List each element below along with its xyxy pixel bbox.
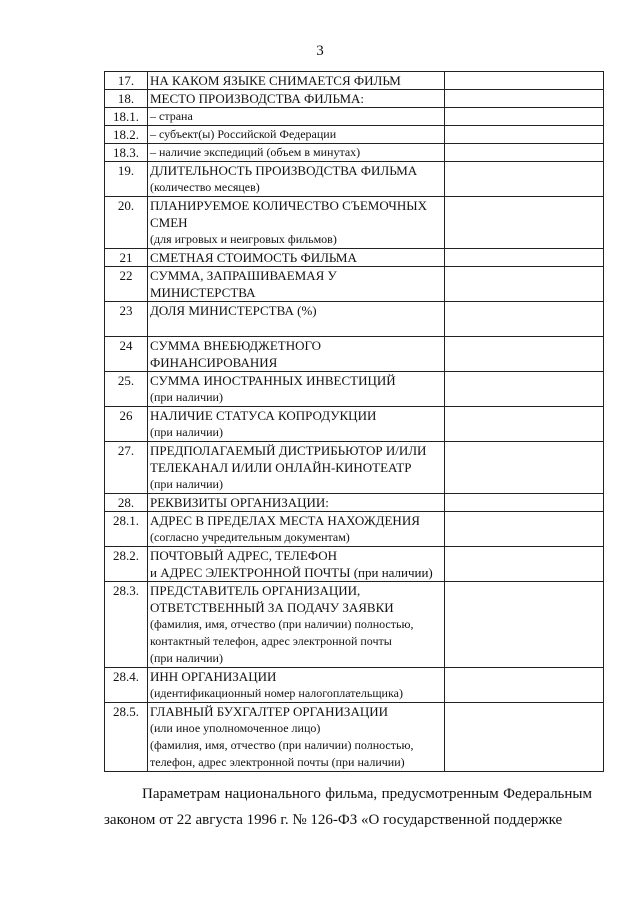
row-label [148, 162, 445, 197]
row-value-field[interactable] [445, 442, 604, 494]
row-label-line: (количество месяцев) [150, 180, 260, 194]
table-row [105, 547, 604, 582]
row-label-line: СМЕТНАЯ СТОИМОСТЬ ФИЛЬМА [150, 250, 357, 265]
row-label-line: (идентификационный номер налогоплательщика) [150, 686, 403, 700]
row-value-field[interactable] [445, 90, 604, 108]
row-value-field[interactable] [445, 668, 604, 703]
row-label-line: (при наличии) [150, 425, 223, 439]
form-table-body [105, 72, 604, 772]
row-number: 24 [105, 337, 148, 372]
row-number: 18.3. [105, 144, 148, 162]
row-label-line: ГЛАВНЫЙ БУХГАЛТЕР ОРГАНИЗАЦИИ [150, 704, 388, 719]
table-row [105, 407, 604, 442]
row-value-field[interactable] [445, 108, 604, 126]
table-row [105, 197, 604, 249]
row-label-line: (при наличии) [150, 651, 223, 665]
row-label-line: ПОЧТОВЫЙ АДРЕС, ТЕЛЕФОН [150, 548, 337, 563]
row-label-line: (фамилия, имя, отчество (при наличии) полностью, [150, 617, 414, 631]
row-label-line: (при наличии) [150, 477, 223, 491]
application-form-table [104, 71, 604, 772]
row-value-field[interactable] [445, 126, 604, 144]
table-row [105, 372, 604, 407]
row-number: 26 [105, 407, 148, 442]
row-value-field[interactable] [445, 703, 604, 772]
row-label-line: ОТВЕТСТВЕННЫЙ ЗА ПОДАЧУ ЗАЯВКИ [150, 600, 394, 615]
table-row [105, 249, 604, 267]
row-label [148, 249, 445, 267]
row-label [148, 407, 445, 442]
row-label-line: НА КАКОМ ЯЗЫКЕ СНИМАЕТСЯ ФИЛЬМ [150, 73, 401, 88]
table-row [105, 126, 604, 144]
row-label-line: – субъект(ы) Российской Федерации [150, 127, 337, 141]
row-label [148, 703, 445, 772]
row-label-line: СМЕН [150, 215, 188, 230]
row-label [148, 72, 445, 90]
row-label [148, 668, 445, 703]
table-row [105, 337, 604, 372]
row-number: 28.3. [105, 582, 148, 668]
row-label-line: контактный телефон, адрес электронной почты [150, 634, 392, 648]
table-row [105, 108, 604, 126]
table-row [105, 72, 604, 90]
table-row [105, 144, 604, 162]
row-label-line: МИНИСТЕРСТВА [150, 285, 256, 300]
row-label [148, 582, 445, 668]
row-label [148, 267, 445, 302]
row-value-field[interactable] [445, 494, 604, 512]
row-number: 28.4. [105, 668, 148, 703]
row-label-line: – наличие экспедиций (объем в минутах) [150, 145, 361, 159]
row-label-line: (фамилия, имя, отчество (при наличии) полностью, [150, 738, 414, 752]
row-value-field[interactable] [445, 162, 604, 197]
row-label [148, 494, 445, 512]
row-value-field[interactable] [445, 144, 604, 162]
row-value-field[interactable] [445, 249, 604, 267]
row-label-line: ДЛИТЕЛЬНОСТЬ ПРОИЗВОДСТВА ФИЛЬМА [150, 163, 418, 178]
page-number: 3 [316, 43, 324, 59]
row-value-field[interactable] [445, 197, 604, 249]
row-value-field[interactable] [445, 267, 604, 302]
row-number: 28. [105, 494, 148, 512]
row-number: 22 [105, 267, 148, 302]
row-label [148, 547, 445, 582]
row-value-field[interactable] [445, 337, 604, 372]
row-label-line: ФИНАНСИРОВАНИЯ [150, 355, 278, 370]
table-row [105, 668, 604, 703]
row-value-field[interactable] [445, 582, 604, 668]
row-number: 28.1. [105, 512, 148, 547]
table-row [105, 512, 604, 547]
row-value-field[interactable] [445, 72, 604, 90]
row-number: 19. [105, 162, 148, 197]
row-label-line: СУММА ВНЕБЮДЖЕТНОГО [150, 338, 322, 353]
row-label-line: телефон, адрес электронной почты (при наличии) [150, 755, 405, 769]
row-label-line: ИНН ОРГАНИЗАЦИИ [150, 669, 277, 684]
row-label [148, 512, 445, 547]
row-label-line: ТЕЛЕКАНАЛ И/ИЛИ ОНЛАЙН-КИНОТЕАТР [150, 460, 412, 475]
row-value-field[interactable] [445, 407, 604, 442]
row-value-field[interactable] [445, 372, 604, 407]
table-row [105, 442, 604, 494]
row-number: 18.2. [105, 126, 148, 144]
row-label-line [150, 319, 442, 336]
row-number: 17. [105, 72, 148, 90]
row-number: 20. [105, 197, 148, 249]
row-number: 21 [105, 249, 148, 267]
row-value-field[interactable] [445, 512, 604, 547]
row-label-line: РЕКВИЗИТЫ ОРГАНИЗАЦИИ: [150, 495, 329, 510]
row-label-line: СУММА ИНОСТРАННЫХ ИНВЕСТИЦИЙ [150, 373, 396, 388]
row-number: 28.5. [105, 703, 148, 772]
row-number: 18.1. [105, 108, 148, 126]
table-row [105, 703, 604, 772]
table-row [105, 494, 604, 512]
row-label [148, 108, 445, 126]
row-label-line: МЕСТО ПРОИЗВОДСТВА ФИЛЬМА: [150, 91, 365, 106]
row-label-line: НАЛИЧИЕ СТАТУСА КОПРОДУКЦИИ [150, 408, 377, 423]
row-label [148, 337, 445, 372]
row-label [148, 197, 445, 249]
row-label-line: (при наличии) [150, 390, 223, 404]
row-number: 27. [105, 442, 148, 494]
table-row [105, 582, 604, 668]
row-label-line: АДРЕС В ПРЕДЕЛАХ МЕСТА НАХОЖДЕНИЯ [150, 513, 420, 528]
row-label-line: (для игровых и неигровых фильмов) [150, 232, 337, 246]
row-label [148, 126, 445, 144]
table-row [105, 162, 604, 197]
row-label-line: ПРЕДСТАВИТЕЛЬ ОРГАНИЗАЦИИ, [150, 583, 361, 598]
row-number: 23 [105, 302, 148, 337]
row-value-field[interactable] [445, 302, 604, 337]
row-label [148, 372, 445, 407]
row-label [148, 442, 445, 494]
row-label [148, 90, 445, 108]
row-label-line: – страна [150, 109, 193, 123]
row-label-line: ПЛАНИРУЕМОЕ КОЛИЧЕСТВО СЪЕМОЧНЫХ [150, 198, 427, 213]
row-number: 28.2. [105, 547, 148, 582]
row-value-field[interactable] [445, 547, 604, 582]
row-number: 18. [105, 90, 148, 108]
row-label-line: (или иное уполномоченное лицо) [150, 721, 321, 735]
table-row [105, 302, 604, 337]
row-number: 25. [105, 372, 148, 407]
row-label [148, 144, 445, 162]
row-label-line: СУММА, ЗАПРАШИВАЕМАЯ У [150, 268, 337, 283]
row-label [148, 302, 445, 337]
row-label-line: ПРЕДПОЛАГАЕМЫЙ ДИСТРИБЬЮТОР И/ИЛИ [150, 443, 427, 458]
body-paragraph: Параметрам национального фильма, предусмотренным Федеральным законом от 22 августа 1996 г. № 126-ФЗ «О государственной поддержке [104, 786, 592, 828]
row-label-line: и АДРЕС ЭЛЕКТРОННОЙ ПОЧТЫ (при наличии) [150, 565, 433, 580]
table-row [105, 90, 604, 108]
row-label-line: ДОЛЯ МИНИСТЕРСТВА (%) [150, 303, 317, 318]
table-row [105, 267, 604, 302]
row-label-line: (согласно учредительным документам) [150, 530, 350, 544]
